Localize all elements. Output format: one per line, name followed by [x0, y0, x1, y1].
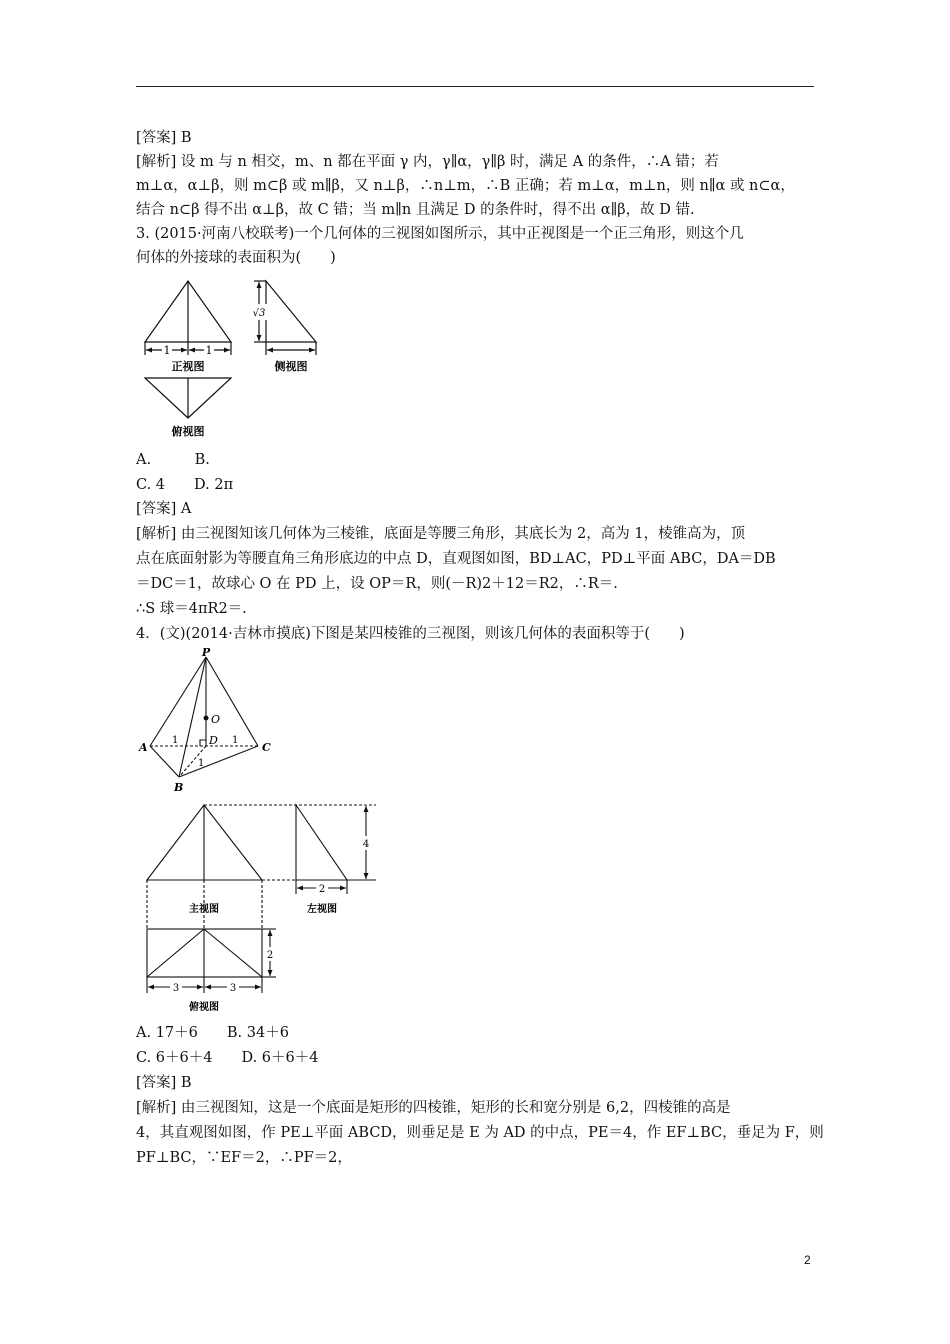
front-view-label: 正视图: [171, 360, 205, 373]
point-D-label: D: [209, 734, 218, 747]
analysis-2-line2: m⊥α，α⊥β，则 m⊂β 或 m∥β，又 n⊥β，∴n⊥m，∴B 正确；若 m⊥α，m⊥n，则 n∥α 或 n⊂α，: [136, 178, 795, 194]
analysis-4-line2: 4，其直观图如图，作 PE⊥平面 ABCD，则垂足是 E 为 AD 的中点，PE＝4，作 EF⊥BC，垂足为 F，则: [136, 1125, 824, 1141]
main-view-label: 主视图: [189, 904, 219, 915]
segment-DC-label: 1: [232, 735, 239, 746]
left-width-dim-label: 2: [318, 884, 326, 895]
answer-2: [答案] B: [136, 130, 192, 146]
answer-3: [答案] A: [136, 501, 192, 517]
analysis-3-line2: 点在底面射影为等腰直角三角形底边的中点 D，直观图如图，BD⊥AC，PD⊥平面 ABC，DA＝DB: [136, 551, 776, 567]
page-number: 2: [804, 1253, 811, 1267]
analysis-2-line1: [解析] 设 m 与 n 相交，m、n 都在平面 γ 内，γ∥α，γ∥β 时，满足 A 的条件，∴A 错；若: [136, 154, 719, 170]
height-dim-label: 4: [362, 839, 370, 850]
half-left-dim-label: 3: [172, 983, 180, 994]
q4-options-ab: A. 17＋6 B. 34＋6: [136, 1025, 289, 1041]
question-3-line2: 何体的外接球的表面积为( ): [136, 250, 336, 266]
left-view-triangle: [296, 805, 347, 880]
header-rule: [136, 86, 814, 87]
front-dim-left-label: 1: [163, 344, 171, 357]
vertex-A-label: A: [139, 741, 148, 754]
answer-4: [答案] B: [136, 1075, 192, 1091]
side-view-label: 侧视图: [274, 360, 308, 373]
vertex-B-label: B: [174, 781, 184, 794]
depth-dim-label: 2: [266, 950, 274, 961]
q3-three-views-figure: [136, 275, 336, 447]
q4-options-cd: C. 6＋6＋4 D. 6＋6＋4: [136, 1050, 319, 1066]
vertex-P-label: P: [201, 646, 211, 659]
side-view-triangle: [266, 281, 316, 342]
analysis-4-line1: [解析] 由三视图知，这是一个底面是矩形的四棱锥，矩形的长和宽分别是 6,2，四棱锥的高是: [136, 1100, 731, 1116]
q3-options-ab: A. B.: [136, 452, 210, 468]
top-view-label: 俯视图: [189, 1002, 219, 1013]
analysis-4-line3: PF⊥BC，∵EF＝2，∴PF＝2，: [136, 1150, 352, 1166]
segment-DB-label: 1: [198, 758, 205, 769]
analysis-3-line1: [解析] 由三视图知该几何体为三棱锥，底面是等腰三角形，其底长为 2，高为 1，棱锥高为，顶: [136, 526, 746, 542]
left-view-label: 左视图: [307, 904, 337, 915]
side-dim-height-label: √3: [252, 308, 266, 319]
question-4: 4．(文)(2014·吉林市摸底)下图是某四棱锥的三视图，则该几何体的表面积等于( ): [136, 626, 685, 642]
sphere-center-point: [204, 716, 209, 721]
top-view-label: 俯视图: [171, 425, 205, 438]
front-dim-right-label: 1: [205, 344, 213, 357]
segment-AD-label: 1: [172, 735, 179, 746]
analysis-3-line4: ∴S 球＝4πR2＝.: [136, 601, 247, 617]
q3-options-cd: C. 4 D. 2π: [136, 477, 234, 493]
vertex-C-label: C: [262, 741, 271, 754]
q4-three-views-figure: [136, 798, 386, 1020]
question-3-line1: 3. (2015·河南八校联考)一个几何体的三视图如图所示，其中正视图是一个正三角形，则这个几: [136, 226, 744, 242]
analysis-3-line3: ＝DC＝1，故球心 O 在 PD 上，设 OP＝R，则(－R)2＋12＝R2，∴R＝.: [136, 576, 618, 592]
point-O-label: O: [211, 713, 221, 726]
q3-pyramid-figure: [136, 645, 276, 795]
analysis-2-line3: 结合 n⊂β 得不出 α⊥β，故 C 错；当 m∥n 且满足 D 的条件时，得不出 α∥β，故 D 错.: [136, 202, 695, 218]
half-right-dim-label: 3: [229, 983, 237, 994]
